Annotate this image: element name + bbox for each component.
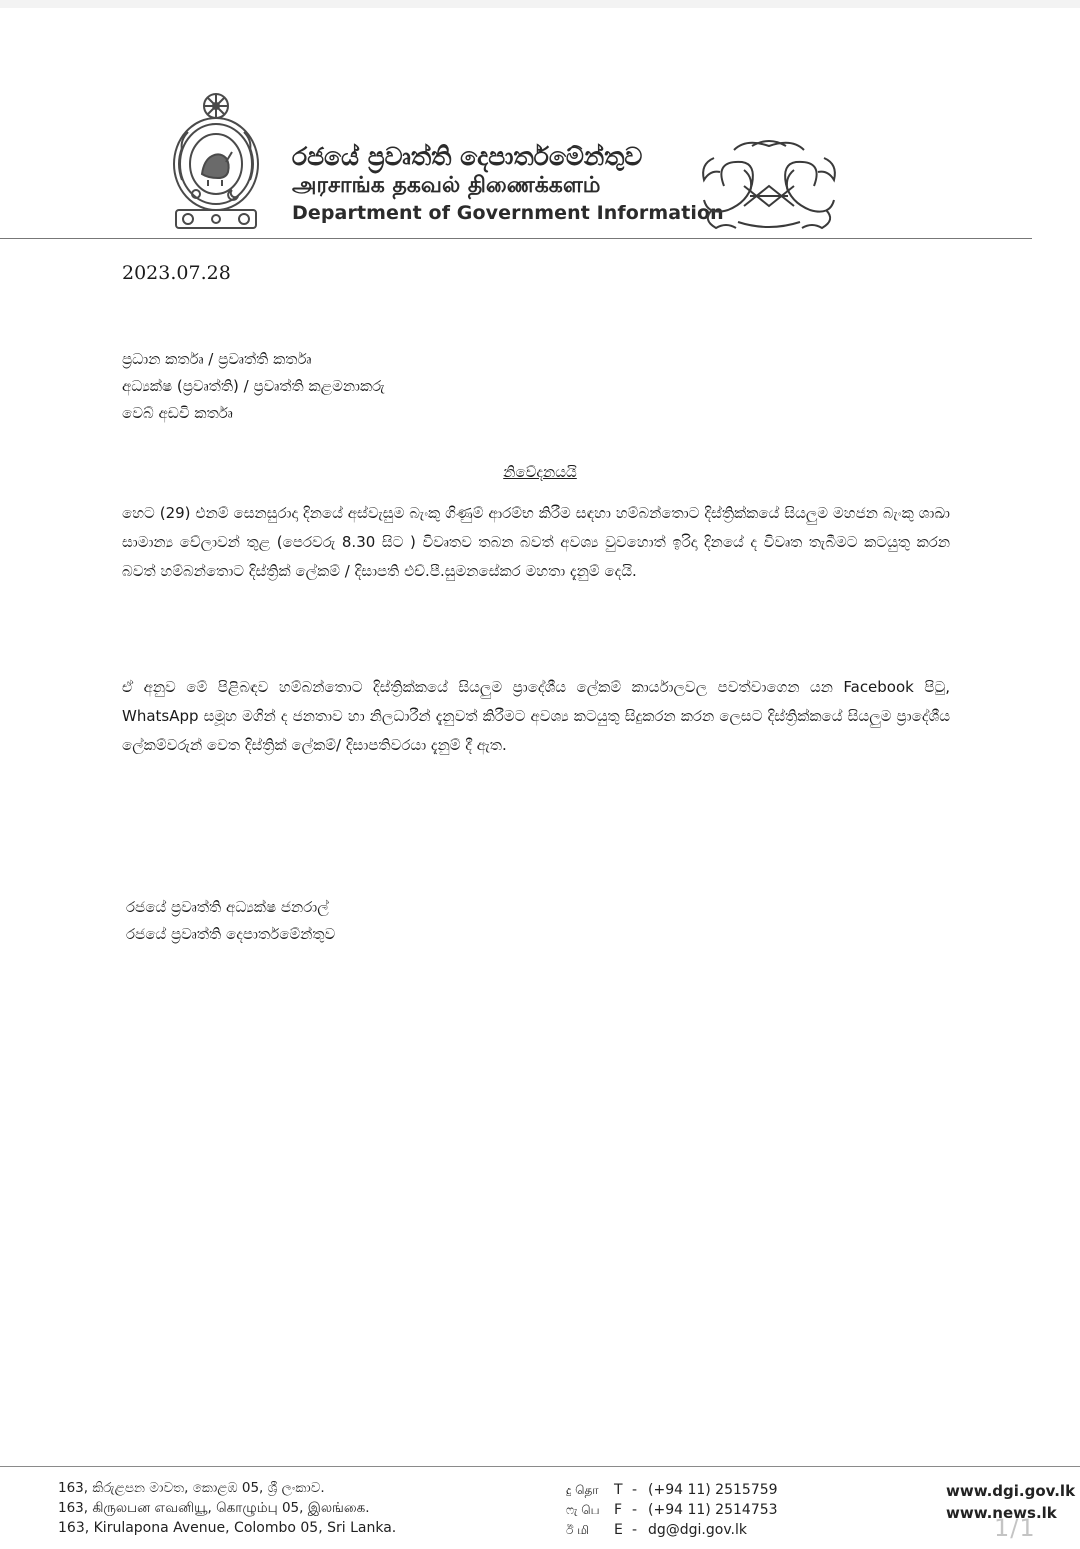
sri-lanka-emblem-icon: [168, 88, 264, 234]
contact-label: ෆැ பெ: [566, 1503, 600, 1517]
contact-email: [566, 1520, 778, 1540]
footer-divider: [0, 1466, 1080, 1467]
recipient-line: අධ්‍යක්ෂ (ප්‍රවෘත්ති) / ප්‍රවෘත්ති කළමනාකරු: [122, 377, 385, 395]
contact-label: ඊ மி: [566, 1523, 590, 1537]
website-link-news[interactable]: www.news.lk: [946, 1504, 1057, 1522]
swan-emblem-icon: [694, 136, 844, 234]
recipient-line: ප්‍රධාන කර්තෘ / ප්‍රවෘත්ති කර්තෘ: [122, 350, 312, 368]
recipients-block: [122, 346, 385, 427]
address-sinhala: 163, කිරුළපන මාවත, කොළඹ 05, ශ්‍රී ලංකාව.: [58, 1480, 325, 1496]
recipient-line: වෙබ් අඩවි කර්තෘ: [122, 404, 233, 422]
contact-fax: [566, 1500, 778, 1520]
contact-dash: -: [632, 1482, 638, 1498]
contact-value: dg@dgi.gov.lk: [648, 1522, 747, 1538]
footer-address: [58, 1478, 396, 1538]
document-page: [0, 8, 1080, 1549]
department-name-english: Department of Government Information: [292, 202, 724, 224]
footer-contacts: [566, 1480, 778, 1540]
contact-value: (+94 11) 2514753: [648, 1502, 778, 1518]
contact-letter: T: [614, 1482, 623, 1498]
department-name-sinhala: රජයේ ප්‍රවෘත්ති දෙපාර්තමේන්තුව: [292, 142, 643, 171]
signature-title: රජයේ ප්‍රවෘත්ති අධ්‍යක්ෂ ජනරාල්: [126, 898, 329, 916]
contact-value: (+94 11) 2515759: [648, 1482, 778, 1498]
contact-dash: -: [632, 1502, 638, 1518]
header-divider: [0, 238, 1032, 239]
subject-heading: නිවේදනයයි: [503, 463, 577, 481]
address-english: 163, Kirulapona Avenue, Colombo 05, Sri Lanka.: [58, 1520, 397, 1536]
address-tamil: 163, கிருலபன எவனியூ, கொழும்பு 05, இலங்கை.: [58, 1500, 370, 1516]
website-link-dgi[interactable]: www.dgi.gov.lk: [946, 1482, 1076, 1500]
document-date: 2023.07.28: [122, 262, 231, 284]
contact-label: දු தொ: [566, 1483, 599, 1497]
page-number: 1/1: [994, 1514, 1036, 1542]
department-name-tamil: அரசாங்க தகவல் திணைக்களம்: [292, 173, 601, 198]
signature-department: රජයේ ප්‍රවෘත්ති දෙපාර්තමේන්තුව: [126, 925, 336, 943]
body-paragraph: ඒ අනුව මේ පිළිබඳව හම්බන්තොට දිස්ත්‍රික්කයේ සියලුම ප්‍රාදේශීය ලේකම් කාර්යාලවල පවත්වාගෙන යන Facebook පිටු, WhatsApp සමූහ මගින් ද ජනතාව හා නිලධාරීන් දැනුවත් කිරීමට අවශ්‍ය කටයුතු සිදුකරන කරන ලෙසට දිස්ත්‍රික්කයේ සියලුම ප්‍රාදේශීය ලේකම්වරුන් වෙත දිස්ත්‍රික් ලේකම්/ දිසාපතිවරයා දැනුම් දී ඇත.: [122, 678, 950, 754]
body-paragraph: හෙට (29) එනම් සෙනසුරාදා දිනයේ අස්වැසුම බැංකු ගිණුම් ආරම්භ කිරීම සඳහා හම්බන්තොට දිස්ත්‍රික්කයේ සියලුම මහජන බැංකු ශාඛා සාමාන්‍ය වේලාවන් තුළ (පෙරවරු 8.30 සිට ) විවෘතව තබන බවත් අවශ්‍ය වුවහොත් ඉරිදා දිනයේ ද විවෘත තැබීමට කටයුතු කරන බවත් හම්බන්තොට දිස්ත්‍රික් ලේකම් / දිසාපති එච්.පී.සුමනසේකර මහතා දැනුම් දෙයි.: [122, 504, 950, 580]
contact-telephone: [566, 1480, 778, 1500]
contact-letter: F: [614, 1502, 623, 1518]
contact-dash: -: [632, 1522, 638, 1538]
signature-block: [126, 894, 335, 948]
department-name: [292, 142, 724, 226]
contact-letter: E: [614, 1522, 623, 1538]
